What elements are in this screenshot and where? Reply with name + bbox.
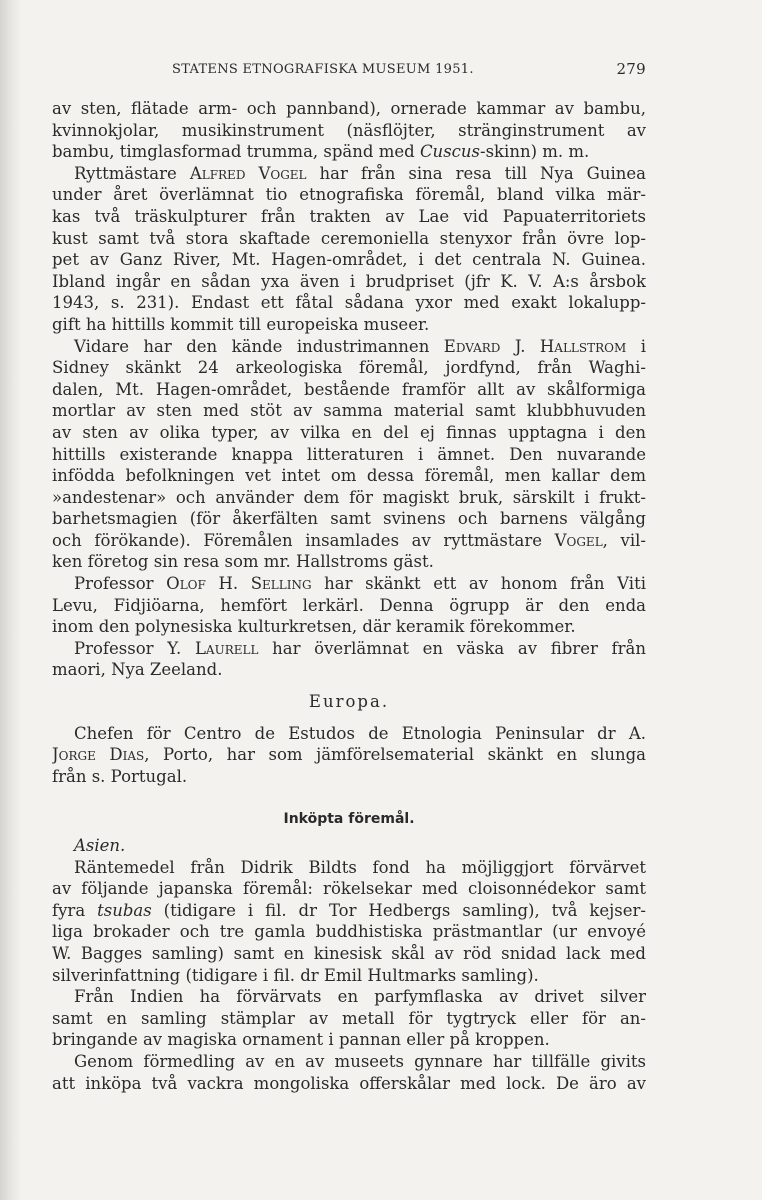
- person-name: Jorge Dias: [52, 745, 145, 765]
- text-line: 1943, s. 231). Endast ett fåtal sådana yxor med exakt lokalupp-: [52, 293, 646, 313]
- text-line: Sidney skänkt 24 arkeologiska föremål, jordfynd, från Waghi-: [52, 358, 646, 378]
- person-name: Olof H. Selling: [166, 574, 312, 594]
- text-line: av sten av olika typer, av vilka en del ej finnas upptagna i den: [52, 422, 646, 442]
- text-line: infödda befolkningen vet intet om dessa föremål, men kallar dem: [52, 466, 646, 486]
- text-line: hittills existerande knappa litteraturen i ämnet. Den nuvarande: [52, 444, 646, 464]
- paragraph-start: Genom förmedling av en av museets gynnare har tillfälle givits: [74, 1051, 646, 1071]
- scanned-page-edge: [0, 0, 22, 1200]
- text-line: pet av Ganz River, Mt. Hagen-området, i det centrala N. Guinea.: [52, 250, 646, 270]
- person-name: Edvard J. Hallstrom: [443, 336, 627, 356]
- text-line: W. Bagges samling) samt en kinesisk skål av röd snidad lack med: [52, 943, 646, 963]
- paragraph-start: Vidare har den kände industrimannen Edvard J. Hallstrom i: [74, 336, 646, 356]
- text-line: ken företog sin resa som mr. Hallstroms gäst.: [52, 552, 434, 572]
- subheading-purchases: Inköpta föremål.: [283, 811, 415, 828]
- text-line: från s. Portugal.: [52, 766, 188, 786]
- paragraph-start: Chefen för Centro de Estudos de Etnologia Peninsular dr A.: [74, 723, 646, 743]
- text-line: maori, Nya Zeeland.: [52, 660, 223, 680]
- italic-term: Cuscus: [419, 142, 480, 162]
- section-heading-europa: Europa.: [308, 692, 390, 712]
- text-line: fyra tsubas (tidigare i fil. dr Tor Hedbergs samling), två kejser-: [52, 900, 646, 920]
- text-line: dalen, Mt. Hagen-området, bestående framför allt av skålformiga: [52, 379, 646, 399]
- text-line: Levu, Fidjiöarna, hemfört lerkärl. Denna ögrupp är den enda: [52, 595, 646, 615]
- region-heading-asien: Asien.: [74, 836, 126, 855]
- text-line: silverinfattning (tidigare i fil. dr Emil Hultmarks samling).: [52, 965, 539, 985]
- paragraph-start: Räntemedel från Didrik Bildts fond ha möjliggjort förvärvet: [74, 857, 646, 877]
- text-line: kvinnokjolar, musikinstrument (näsflöjter, stränginstrument av: [52, 120, 646, 140]
- text-line: av följande japanska föremål: rökelsekar med cloisonnédekor samt: [52, 879, 646, 899]
- journal-title: STATENS ETNOGRAFISKA MUSEUM 1951.: [172, 62, 474, 77]
- text-line: barhetsmagien (för åkerfälten samt svinens och barnens välgång: [52, 509, 646, 529]
- text-line: och förökande). Föremålen insamlades av ryttmästare Vogel, vil-: [52, 530, 646, 550]
- person-name: Laurell: [194, 638, 259, 658]
- text-line: bambu, timglasformad trumma, spänd med Cuscus-skinn) m. m.: [52, 142, 590, 162]
- text-line: kust samt två stora skaftade ceremoniella stenyxor från övre lop-: [52, 228, 646, 248]
- paragraph-start: Professor Y. Laurell har överlämnat en väska av fibrer från: [74, 638, 646, 658]
- text-line: under året överlämnat tio etnografiska föremål, bland vilka mär-: [52, 185, 646, 205]
- text-line: kas två träskulpturer från trakten av Lae vid Papuaterritoriets: [52, 206, 646, 226]
- running-head: [52, 62, 646, 84]
- person-name: Alfred Vogel: [189, 163, 307, 183]
- text-line: inom den polynesiska kulturkretsen, där keramik förekommer.: [52, 617, 576, 637]
- italic-term: tsubas: [97, 900, 152, 920]
- body-text: [52, 98, 646, 1094]
- person-name: Vogel: [554, 530, 603, 550]
- paragraph-start: Från Indien ha förvärvats en parfymflaska av drivet silver: [74, 987, 646, 1007]
- text-line: »andestenar» och använder dem för magiskt bruk, särskilt i frukt-: [52, 487, 646, 507]
- text-line: gift ha hittills kommit till europeiska museer.: [52, 314, 430, 334]
- text-line: samt en samling stämplar av metall för tygtryck eller för an-: [52, 1008, 646, 1028]
- text-line: av sten, flätade arm- och pannband), ornerade kammar av bambu,: [52, 99, 646, 118]
- page-number: 279: [616, 60, 646, 78]
- text-line: bringande av magiska ornament i pannan eller på kroppen.: [52, 1030, 550, 1050]
- text-line: Jorge Dias, Porto, har som jämförelsematerial skänkt en slunga: [52, 745, 646, 765]
- text-line: liga brokader och tre gamla buddhistiska prästmantlar (ur envoyé: [52, 922, 646, 942]
- paragraph-start: Ryttmästare Alfred Vogel har från sina resa till Nya Guinea: [74, 163, 646, 183]
- text-line: mortlar av sten med stöt av samma material samt klubbhuvuden: [52, 401, 646, 421]
- paragraph-start: Professor Olof H. Selling har skänkt ett av honom från Viti: [74, 574, 646, 594]
- text-line: att inköpa två vackra mongoliska offerskålar med lock. De äro av: [52, 1073, 646, 1093]
- text-line: Ibland ingår en sådan yxa även i brudpriset (jfr K. V. A:s årsbok: [52, 271, 646, 291]
